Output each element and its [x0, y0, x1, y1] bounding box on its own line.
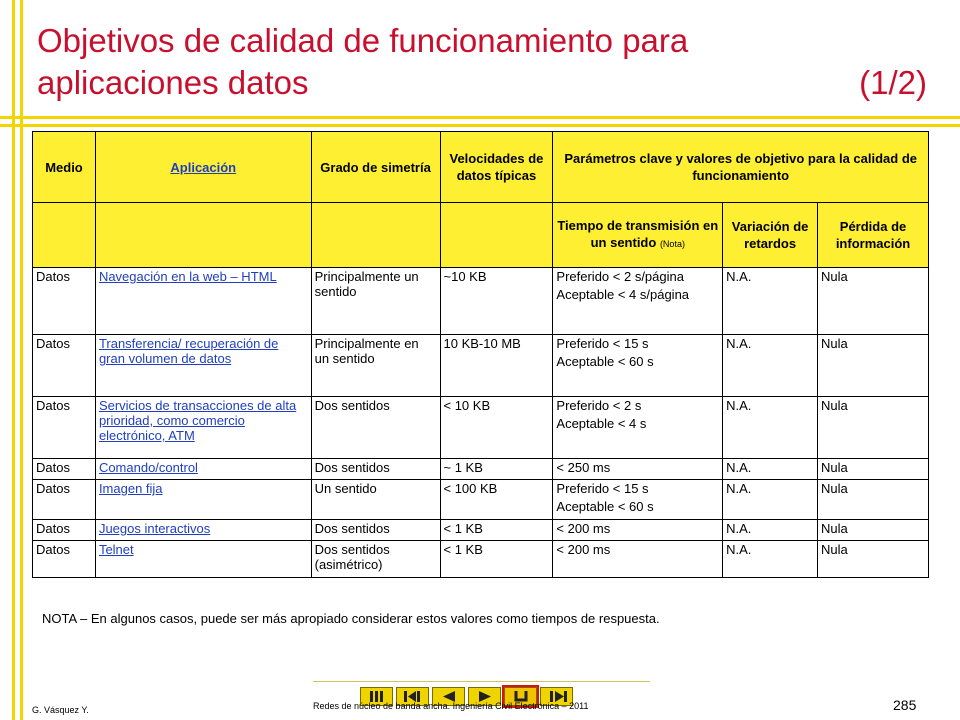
cell-variacion-text: N.A.: [726, 521, 752, 536]
cell-velocidad-text: < 100 KB: [443, 481, 498, 496]
header-simetria: Grado de simetría: [311, 132, 440, 203]
cell-aplicacion: [95, 335, 311, 397]
cell-perdida: [818, 397, 929, 459]
header-empty: [440, 203, 553, 268]
cell-velocidad: [440, 335, 553, 397]
cell-velocidad: [440, 459, 553, 480]
cell-aplicacion-text[interactable]: Comando/control: [98, 460, 198, 475]
cell-tiempo: [553, 459, 723, 480]
tiempo-value: Aceptable < 4 s/página: [556, 287, 690, 302]
cell-tiempo: [553, 335, 723, 397]
cell-velocidad-text: ~ 1 KB: [443, 460, 483, 475]
page-number: 285: [893, 697, 917, 713]
cell-medio-text: Datos: [36, 542, 70, 557]
cell-aplicacion: [95, 520, 311, 541]
header-tiempo: [553, 203, 723, 268]
cell-tiempo: [553, 520, 723, 541]
title-part: (1/2): [859, 64, 927, 101]
cell-variacion: [723, 520, 818, 541]
cell-velocidad: [440, 541, 553, 578]
cell-velocidad: [440, 520, 553, 541]
header-empty: [33, 203, 96, 268]
cell-velocidad-text: < 1 KB: [443, 542, 483, 557]
cell-simetria-text: Dos sentidos: [314, 398, 390, 413]
quality-objectives-table: [32, 131, 929, 578]
cell-medio-text: Datos: [36, 521, 70, 536]
cell-medio: [33, 397, 96, 459]
cell-perdida: [818, 480, 929, 520]
cell-variacion: [723, 480, 818, 520]
cell-medio-text: Datos: [36, 460, 70, 475]
header-medio: Medio: [33, 132, 96, 203]
cell-aplicacion: [95, 459, 311, 480]
cell-medio-text: Datos: [36, 269, 70, 284]
cell-variacion: [723, 541, 818, 578]
author-label: G. Vásquez Y.: [32, 705, 89, 715]
cell-perdida-text: Nula: [821, 542, 848, 557]
cell-medio: [33, 268, 96, 335]
header-tiempo-note: (Nota): [659, 239, 685, 249]
cell-aplicacion-text[interactable]: Telnet: [98, 542, 134, 557]
left-accent-bar-inner: [20, 0, 23, 720]
cell-medio: [33, 520, 96, 541]
cell-velocidad: [440, 480, 553, 520]
cell-variacion-text: N.A.: [726, 460, 752, 475]
cell-tiempo: [553, 397, 723, 459]
cell-medio-text: Datos: [36, 398, 70, 413]
header-parametros: Parámetros clave y valores de objetivo para la calidad de funcionamiento: [553, 132, 929, 203]
cell-simetria: [311, 459, 440, 480]
cell-aplicacion-text[interactable]: Transferencia/ recuperación de gran volumen de datos: [98, 336, 279, 366]
cell-variacion-text: N.A.: [726, 336, 752, 351]
cell-velocidad-text: ~10 KB: [443, 269, 487, 284]
cell-perdida: [818, 459, 929, 480]
header-velocidades: Velocidades de datos típicas: [440, 132, 553, 203]
header-tiempo-label: Tiempo de transmisión en un sentido: [557, 218, 719, 250]
cell-velocidad: [440, 397, 553, 459]
cell-variacion: [723, 459, 818, 480]
cell-simetria-text: Dos sentidos: [314, 460, 390, 475]
table-row: [33, 459, 929, 480]
cell-perdida-text: Nula: [821, 398, 848, 413]
header-aplicacion: [95, 132, 311, 203]
cell-perdida: [818, 335, 929, 397]
cell-medio: [33, 480, 96, 520]
cell-aplicacion-text[interactable]: Imagen fija: [98, 481, 163, 496]
cell-aplicacion: [95, 397, 311, 459]
cell-simetria-text: Dos sentidos (asimétrico): [314, 542, 390, 572]
cell-perdida-text: Nula: [821, 460, 848, 475]
cell-variacion: [723, 268, 818, 335]
table-row: [33, 335, 929, 397]
tiempo-value: Preferido < 15 s: [556, 336, 649, 351]
left-accent-bar-outer: [12, 0, 15, 720]
cell-medio-text: Datos: [36, 336, 70, 351]
cell-velocidad-text: 10 KB-10 MB: [443, 336, 521, 351]
cell-variacion-text: N.A.: [726, 542, 752, 557]
tiempo-value: < 200 ms: [556, 542, 611, 557]
tiempo-value: Preferido < 2 s/página: [556, 269, 684, 284]
cell-simetria: [311, 541, 440, 578]
cell-velocidad-text: < 1 KB: [443, 521, 483, 536]
cell-variacion-text: N.A.: [726, 269, 752, 284]
cell-simetria: [311, 268, 440, 335]
cell-aplicacion: [95, 541, 311, 578]
cell-perdida-text: Nula: [821, 269, 848, 284]
tiempo-value: Aceptable < 60 s: [556, 354, 654, 369]
tiempo-value: Preferido < 15 s: [556, 481, 649, 496]
header-aplicacion-link[interactable]: Aplicación: [170, 159, 237, 175]
header-row-1: [33, 132, 929, 203]
cell-simetria-text: Dos sentidos: [314, 521, 390, 536]
cell-variacion-text: N.A.: [726, 481, 752, 496]
cell-aplicacion-text[interactable]: Servicios de transacciones de alta prioridad, como comercio electrónico, ATM: [98, 398, 297, 443]
title-line-1: Objetivos de calidad de funcionamiento para: [37, 22, 689, 59]
table-note: NOTA – En algunos casos, puede ser más apropiado considerar estos valores como tiempos de respuesta.: [42, 611, 660, 626]
table-row: [33, 397, 929, 459]
table-row: [33, 520, 929, 541]
cell-perdida: [818, 541, 929, 578]
title-underline-bar-2: [0, 124, 960, 127]
cell-variacion: [723, 335, 818, 397]
cell-perdida-text: Nula: [821, 521, 848, 536]
nav-divider: [313, 681, 650, 682]
cell-medio-text: Datos: [36, 481, 70, 496]
cell-velocidad: [440, 268, 553, 335]
page-title: [37, 20, 927, 104]
tiempo-value: Preferido < 2 s: [556, 398, 642, 413]
table-body: [33, 268, 929, 578]
header-row-2: [33, 203, 929, 268]
cell-variacion: [723, 397, 818, 459]
table-row: [33, 268, 929, 335]
tiempo-value: < 250 ms: [556, 460, 611, 475]
course-label: Redes de núcleo de banda ancha. Ingeniería Civil Electrónica – 2011: [313, 701, 589, 711]
cell-simetria: [311, 335, 440, 397]
cell-perdida: [818, 268, 929, 335]
title-underline-bar: [0, 116, 960, 119]
cell-variacion-text: N.A.: [726, 398, 752, 413]
cell-aplicacion: [95, 480, 311, 520]
header-empty: [95, 203, 311, 268]
table-row: [33, 541, 929, 578]
cell-simetria-text: Un sentido: [314, 481, 377, 496]
cell-simetria: [311, 397, 440, 459]
cell-simetria-text: Principalmente en un sentido: [314, 336, 419, 366]
cell-simetria-text: Principalmente un sentido: [314, 269, 419, 299]
table-row: [33, 480, 929, 520]
header-perdida: Pérdida de información: [818, 203, 929, 268]
cell-aplicacion-text[interactable]: Juegos interactivos: [98, 521, 211, 536]
tiempo-value: < 200 ms: [556, 521, 611, 536]
tiempo-value: Aceptable < 60 s: [556, 499, 654, 514]
tiempo-value: Aceptable < 4 s: [556, 416, 647, 431]
cell-simetria: [311, 480, 440, 520]
cell-aplicacion-text[interactable]: Navegación en la web – HTML: [98, 269, 277, 284]
cell-tiempo: [553, 541, 723, 578]
header-variacion: Variación de retardos: [723, 203, 818, 268]
cell-aplicacion: [95, 268, 311, 335]
cell-medio: [33, 335, 96, 397]
cell-medio: [33, 459, 96, 480]
header-empty: [311, 203, 440, 268]
cell-perdida: [818, 520, 929, 541]
cell-tiempo: [553, 268, 723, 335]
cell-velocidad-text: < 10 KB: [443, 398, 491, 413]
cell-simetria: [311, 520, 440, 541]
cell-medio: [33, 541, 96, 578]
cell-perdida-text: Nula: [821, 481, 848, 496]
cell-tiempo: [553, 480, 723, 520]
cell-perdida-text: Nula: [821, 336, 848, 351]
title-line-2: aplicaciones datos: [37, 64, 309, 101]
